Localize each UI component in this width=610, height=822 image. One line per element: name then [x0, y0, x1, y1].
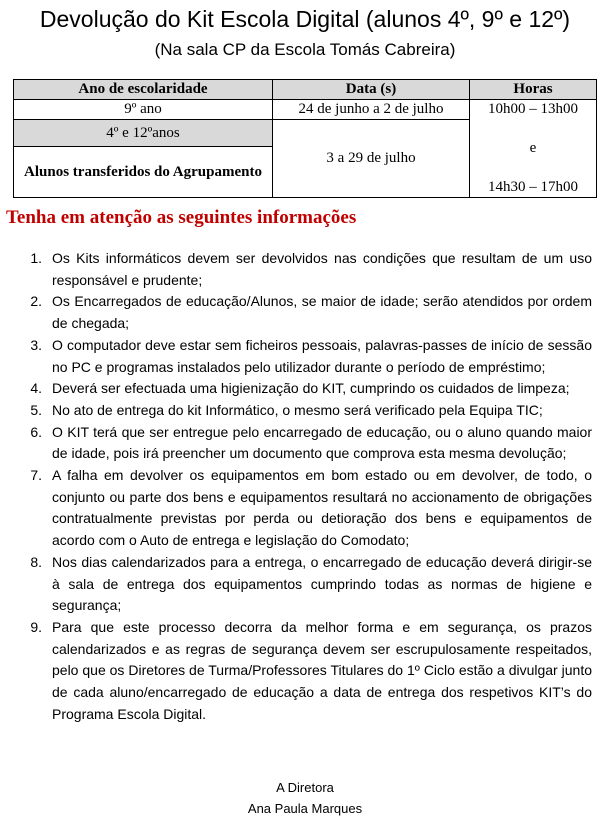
- list-item-text: Nos dias calendarizados para a entrega, o encarregado de educação deverá dirigir-se à sala de entrega dos equipamentos cumprindo todas as normas de higiene e segurança;: [52, 553, 592, 614]
- list-item-text: Para que este processo decorra da melhor forma e em segurança, os prazos calendarizados e as regras de segurança devem ser escrupulosamente respeitados, pelo que os Diretores de Turma/Professores Titulares do 1º Ciclo estão a divulgar junto de cada aluno/encarregado de educação a data de entrega dos respetivos KIT’s do Programa Escola Digital.: [52, 618, 592, 722]
- column-header-hours: Horas: [470, 80, 597, 100]
- list-item: [22, 422, 592, 465]
- list-item-text: Os Encarregados de educação/Alunos, se maior de idade; serão atendidos por ordem de chegada;: [52, 293, 592, 332]
- hours-morning: 10h00 – 13h00: [488, 101, 578, 117]
- list-item: [22, 400, 592, 422]
- list-item-text: A falha em devolver os equipamentos em bom estado ou em devolver, de todo, o conjunto ou parte dos bens e equipamentos resultará no accionamento de obrigações contratualmente previstas por perda ou detioração dos bens e equipamentos de acordo com o Auto de entrega e legislação do Comodato;: [52, 467, 592, 549]
- list-item-number: 8.: [30, 553, 42, 570]
- page-title: Devolução do Kit Escola Digital (alunos 4º, 9º e 12º): [39, 6, 571, 32]
- list-item: [22, 617, 592, 726]
- list-item-number: 6.: [30, 423, 42, 440]
- list-item-number: 1.: [30, 250, 42, 266]
- list-item-number: 4.: [30, 380, 42, 397]
- info-list: [22, 248, 592, 725]
- column-header-dates: Data (s): [273, 80, 470, 100]
- table-header-row: [14, 80, 597, 100]
- hours-and: e: [529, 140, 537, 156]
- signature-name: Ana Paula Marques: [247, 801, 363, 816]
- schedule-table: [13, 79, 597, 198]
- list-item: [22, 465, 592, 552]
- section-title: Tenha em atenção as seguintes informações: [6, 207, 357, 228]
- list-item-number: 5.: [30, 401, 42, 418]
- hours-cell: [470, 100, 597, 198]
- list-item: [22, 378, 592, 400]
- list-item-number: 3.: [30, 336, 42, 353]
- dates-cell-july: 3 a 29 de julho: [273, 120, 470, 198]
- list-item: [22, 291, 592, 334]
- signature-role: A Diretora: [276, 780, 334, 795]
- list-item-text: O computador deve estar sem ficheiros pessoais, palavras-passes de início de sessão no PC e programas instalados pelo utilizador durante o período de empréstimo;: [52, 336, 592, 375]
- year-cell-transferred: Alunos transferidos do Agrupamento: [14, 147, 273, 198]
- list-item-text: O KIT terá que ser entregue pelo encarregado de educação, ou o aluno quando maior de idade, pois irá preencher um documento que comprova esta mesma devolução;: [52, 423, 592, 462]
- table-row: [14, 100, 597, 120]
- list-item: [22, 552, 592, 617]
- hours-afternoon: 14h30 – 17h00: [488, 179, 578, 195]
- signature-block: [0, 777, 610, 819]
- list-item-text: No ato de entrega do kit Informático, o mesmo será verificado pela Equipa TIC;: [52, 401, 543, 418]
- list-item-number: 2.: [30, 293, 42, 310]
- list-item-text: Os Kits informáticos devem ser devolvidos nas condições que resultam de um uso responsável e prudente;: [52, 250, 592, 288]
- year-cell-9: 9º ano: [14, 100, 273, 120]
- column-header-year: Ano de escolaridade: [14, 80, 273, 100]
- list-item-text: Deverá ser efectuada uma higienização do KIT, cumprindo os cuidados de limpeza;: [52, 380, 570, 397]
- page-subtitle: (Na sala CP da Escola Tomás Cabreira): [154, 40, 456, 59]
- year-cell-4-12: 4º e 12ºanos: [14, 120, 273, 147]
- list-item: [22, 335, 592, 378]
- dates-cell-9: 24 de junho a 2 de julho: [273, 100, 470, 120]
- list-item: [22, 248, 592, 291]
- list-item-number: 9.: [30, 618, 42, 635]
- list-item-number: 7.: [30, 467, 42, 484]
